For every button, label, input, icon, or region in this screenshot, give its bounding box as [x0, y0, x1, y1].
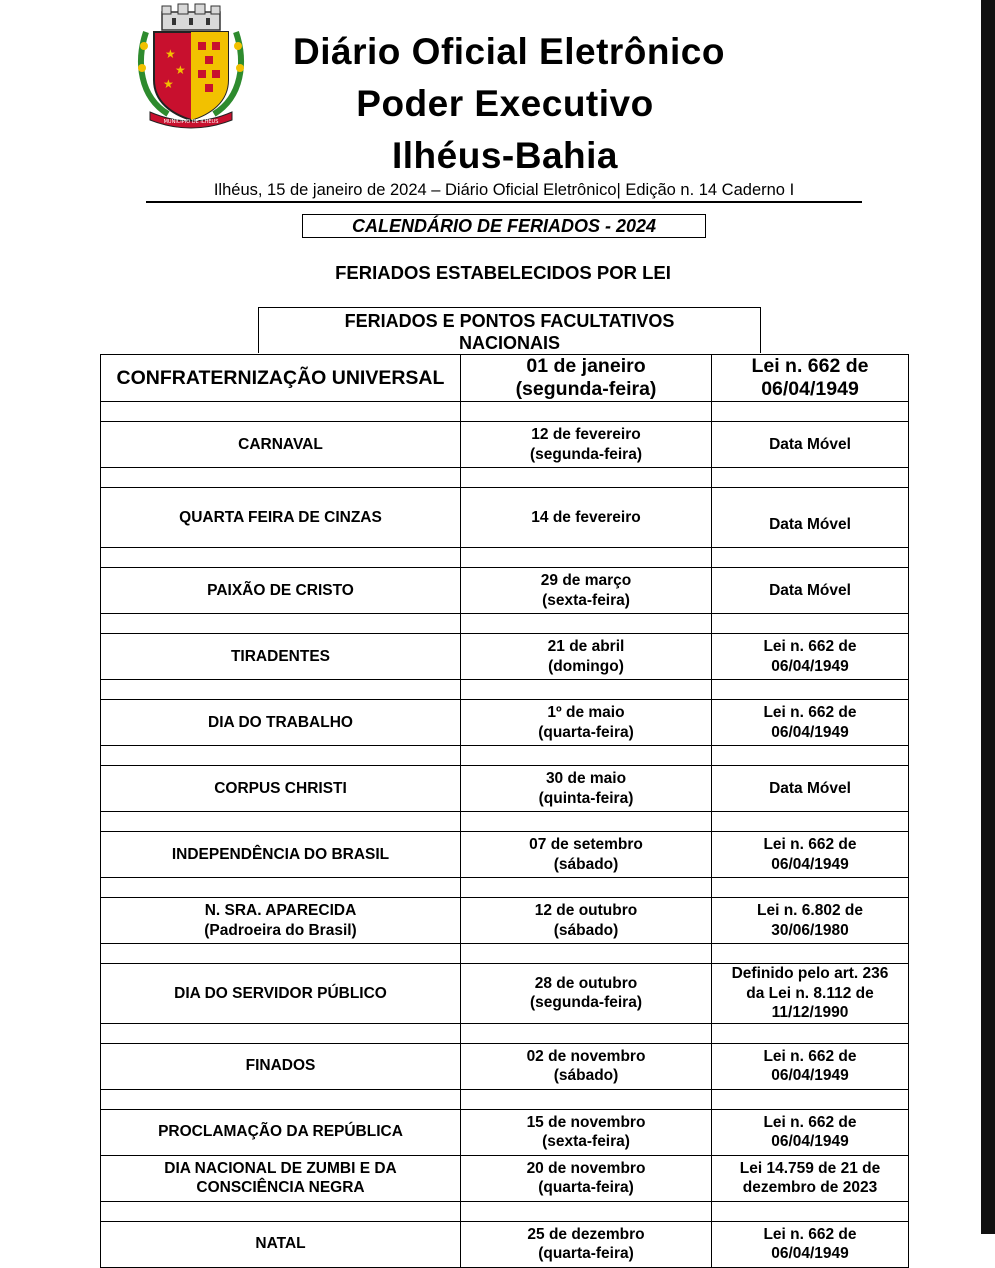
holiday-name [101, 568, 461, 614]
holiday-name [101, 700, 461, 746]
holiday-law-line: 06/04/1949 [771, 855, 849, 873]
holiday-name-line: DIA NACIONAL DE ZUMBI E DA [164, 1159, 397, 1177]
holiday-row [101, 898, 909, 944]
holiday-name-line: INDEPENDÊNCIA DO BRASIL [171, 845, 390, 863]
holiday-law-line: Lei n. 662 de [763, 638, 857, 655]
holiday-law-line: Lei 14.759 de 21 de [739, 1159, 881, 1177]
holiday-law [712, 1155, 909, 1201]
spacer-cell [461, 468, 712, 488]
spacer-row [101, 878, 909, 898]
holiday-row [101, 568, 909, 614]
holiday-name [101, 1221, 461, 1267]
spacer-cell [101, 402, 461, 422]
spacer-row [101, 746, 909, 766]
holiday-row [101, 488, 909, 548]
spacer-cell [461, 680, 712, 700]
holiday-date [461, 898, 712, 944]
svg-text:★: ★ [163, 77, 174, 91]
spacer-cell [712, 1023, 909, 1043]
holiday-law-line: Definido pelo art. 236 [731, 965, 889, 982]
holiday-date [461, 832, 712, 878]
holiday-date-line: 20 de novembro [526, 1159, 646, 1177]
holiday-law [712, 898, 909, 944]
spacer-cell [101, 468, 461, 488]
holiday-law-line: 06/04/1949 [771, 1133, 849, 1150]
spacer-cell [101, 1023, 461, 1043]
title-line: Poder Executivo [356, 83, 654, 124]
holiday-date [461, 634, 712, 680]
spacer-cell [712, 548, 909, 568]
spacer-row [101, 402, 909, 422]
holiday-law-line: dezembro de 2023 [742, 1179, 878, 1196]
holiday-name [101, 355, 461, 402]
holiday-law-line: 11/12/1990 [771, 1004, 849, 1021]
holiday-date-line: 28 de outubro [534, 974, 638, 992]
section-subtitle: FERIADOS ESTABELECIDOS POR LEI [335, 262, 671, 283]
spacer-row [101, 1023, 909, 1043]
issue-line: Ilhéus, 15 de janeiro de 2024 – Diário Oficial Eletrônico| Edição n. 14 Caderno I [146, 180, 862, 203]
holiday-row [101, 964, 909, 1024]
holiday-date-line: (sábado) [553, 921, 619, 939]
holiday-law-line: Data Móvel [769, 515, 851, 533]
holidays-table [100, 354, 909, 1268]
holiday-name-line: CARNAVAL [238, 435, 323, 453]
spacer-cell [101, 614, 461, 634]
holiday-name-line: PAIXÃO DE CRISTO [207, 581, 354, 599]
spacer-cell [712, 746, 909, 766]
holiday-date-line: (sábado) [553, 855, 619, 873]
holiday-name-line: CONSCIÊNCIA NEGRA [196, 1179, 365, 1196]
holiday-law [712, 1221, 909, 1267]
holiday-law [712, 634, 909, 680]
spacer-cell [461, 812, 712, 832]
holiday-name-line: (Padroeira do Brasil) [204, 921, 357, 939]
spacer-cell [461, 614, 712, 634]
holiday-law [712, 355, 909, 402]
holiday-law-line: Lei n. 662 de [763, 704, 857, 721]
holiday-law [712, 766, 909, 812]
holiday-date-line: 30 de maio [545, 770, 627, 787]
holiday-law-line: 30/06/1980 [771, 921, 849, 939]
holiday-date-line: 25 de dezembro [527, 1225, 645, 1243]
national-holidays-heading [258, 307, 761, 353]
title-line: Diário Oficial Eletrônico [293, 31, 725, 72]
holiday-name [101, 1043, 461, 1089]
spacer-cell [712, 402, 909, 422]
spacer-cell [461, 548, 712, 568]
holiday-row [101, 1043, 909, 1089]
holiday-date [461, 1043, 712, 1089]
holiday-name [101, 1109, 461, 1155]
spacer-row [101, 468, 909, 488]
holiday-name-line: CORPUS CHRISTI [214, 779, 347, 797]
holiday-law [712, 422, 909, 468]
holiday-date [461, 488, 712, 548]
holiday-row [101, 700, 909, 746]
spacer-cell [461, 944, 712, 964]
viewer-edge [981, 0, 995, 1234]
spacer-row [101, 680, 909, 700]
spacer-cell [101, 1201, 461, 1221]
holiday-date-line: (segunda-feira) [530, 994, 642, 1012]
spacer-cell [712, 468, 909, 488]
holiday-name [101, 422, 461, 468]
holiday-date-line: 1º de maio [547, 704, 625, 721]
holiday-date-line: 21 de abril [547, 638, 625, 655]
spacer-cell [712, 1201, 909, 1221]
holiday-date [461, 1109, 712, 1155]
spacer-row [101, 812, 909, 832]
holiday-law-line: da Lei n. 8.112 de [746, 984, 874, 1002]
spacer-cell [712, 944, 909, 964]
holiday-date-line: 12 de fevereiro [531, 426, 641, 443]
holiday-date-line: (sexta-feira) [542, 591, 630, 609]
holiday-date-line: 15 de novembro [526, 1113, 646, 1131]
holiday-date-line: (quarta-feira) [538, 723, 634, 741]
holiday-date-line: (segunda-feira) [530, 445, 642, 463]
holiday-date [461, 964, 712, 1024]
spacer-cell [101, 812, 461, 832]
holiday-law-line: 06/04/1949 [771, 1245, 849, 1262]
holiday-date-line: 07 de setembro [529, 836, 643, 853]
holiday-law-line: 06/04/1949 [771, 657, 849, 675]
holiday-name-line: PROCLAMAÇÃO DA REPÚBLICA [158, 1123, 403, 1141]
holiday-name-line: N. SRA. APARECIDA [204, 902, 357, 919]
holiday-date [461, 355, 712, 402]
holiday-law [712, 832, 909, 878]
holiday-name-line: NATAL [255, 1235, 306, 1253]
holiday-date-line: 01 de janeiro [526, 355, 646, 377]
holiday-row [101, 766, 909, 812]
holiday-law-line: Lei n. 662 de [763, 1113, 857, 1131]
spacer-cell [101, 746, 461, 766]
holiday-date-line: (domingo) [548, 657, 624, 675]
spacer-cell [461, 1089, 712, 1109]
holiday-row [101, 634, 909, 680]
spacer-cell [461, 402, 712, 422]
spacer-cell [712, 614, 909, 634]
holiday-law-line: Data Móvel [769, 779, 851, 797]
spacer-cell [712, 878, 909, 898]
holiday-date [461, 700, 712, 746]
holiday-date [461, 568, 712, 614]
holiday-date [461, 766, 712, 812]
holiday-law-line: Data Móvel [769, 435, 851, 453]
holiday-date-line: (quinta-feira) [538, 789, 634, 807]
holiday-law-line: Lei n. 6.802 de [757, 902, 863, 919]
holiday-law-line: 06/04/1949 [761, 378, 859, 400]
holiday-date-line: 14 de fevereiro [531, 508, 641, 526]
holiday-law-line: Data Móvel [769, 581, 851, 599]
holiday-date [461, 1155, 712, 1201]
spacer-cell [461, 1023, 712, 1043]
holiday-date-line: 02 de novembro [526, 1047, 646, 1065]
svg-text:★: ★ [175, 63, 186, 77]
holiday-date-line: (quarta-feira) [538, 1179, 634, 1196]
holiday-law-line: Lei n. 662 de [763, 1225, 857, 1243]
spacer-cell [712, 1089, 909, 1109]
holiday-law-line: 06/04/1949 [771, 1067, 849, 1084]
holiday-name [101, 964, 461, 1024]
holiday-law [712, 1109, 909, 1155]
calendar-title: CALENDÁRIO DE FERIADOS - 2024 [302, 214, 706, 238]
holiday-name [101, 766, 461, 812]
masthead-title [240, 26, 770, 182]
spacer-cell [101, 548, 461, 568]
holiday-name-line: CONFRATERNIZAÇÃO UNIVERSAL [116, 366, 445, 389]
spacer-cell [101, 680, 461, 700]
municipal-coat-of-arms-icon [132, 2, 250, 130]
spacer-row [101, 1089, 909, 1109]
holiday-date [461, 422, 712, 468]
holiday-row [101, 1155, 909, 1201]
holiday-name-line: TIRADENTES [230, 647, 331, 665]
heading-line: NACIONAIS [458, 333, 560, 353]
holiday-law-line: Lei n. 662 de [751, 355, 869, 377]
heading-line: FERIADOS E PONTOS FACULTATIVOS [344, 311, 675, 331]
holiday-row [101, 1221, 909, 1267]
holiday-row [101, 832, 909, 878]
holiday-name-line: FINADOS [245, 1057, 316, 1075]
holiday-row [101, 422, 909, 468]
holiday-date-line: (sexta-feira) [542, 1133, 630, 1150]
holiday-name [101, 898, 461, 944]
spacer-cell [461, 878, 712, 898]
holiday-law [712, 1043, 909, 1089]
spacer-cell [461, 1201, 712, 1221]
holiday-name [101, 488, 461, 548]
holiday-date-line: (quarta-feira) [538, 1245, 634, 1262]
holiday-law [712, 568, 909, 614]
holiday-name [101, 832, 461, 878]
spacer-cell [101, 878, 461, 898]
spacer-cell [461, 746, 712, 766]
holiday-row [101, 1109, 909, 1155]
spacer-row [101, 944, 909, 964]
holiday-date-line: (segunda-feira) [515, 378, 657, 400]
holiday-name [101, 1155, 461, 1201]
holiday-row [101, 355, 909, 402]
spacer-row [101, 1201, 909, 1221]
holiday-law [712, 488, 909, 548]
holiday-law [712, 700, 909, 746]
spacer-cell [101, 1089, 461, 1109]
holiday-law-line: Lei n. 662 de [763, 836, 857, 853]
holiday-date-line: (sábado) [553, 1067, 619, 1084]
holiday-name [101, 634, 461, 680]
holiday-date-line: 29 de março [540, 572, 632, 589]
holiday-law-line: Lei n. 662 de [763, 1047, 857, 1065]
spacer-row [101, 548, 909, 568]
holiday-name-line: QUARTA FEIRA DE CINZAS [179, 508, 382, 526]
spacer-cell [712, 680, 909, 700]
title-line: Ilhéus-Bahia [392, 135, 618, 176]
svg-text:MUNICIPIO DE ILHEUS: MUNICIPIO DE ILHEUS [163, 119, 219, 125]
holiday-date-line: 12 de outubro [534, 902, 638, 919]
spacer-cell [101, 944, 461, 964]
holiday-name-line: DIA DO SERVIDOR PÚBLICO [174, 984, 387, 1002]
holiday-law-line: 06/04/1949 [771, 723, 849, 741]
spacer-row [101, 614, 909, 634]
spacer-cell [712, 812, 909, 832]
holiday-name-line: DIA DO TRABALHO [208, 713, 353, 731]
svg-text:★: ★ [165, 47, 176, 61]
holiday-law [712, 964, 909, 1024]
holiday-date [461, 1221, 712, 1267]
